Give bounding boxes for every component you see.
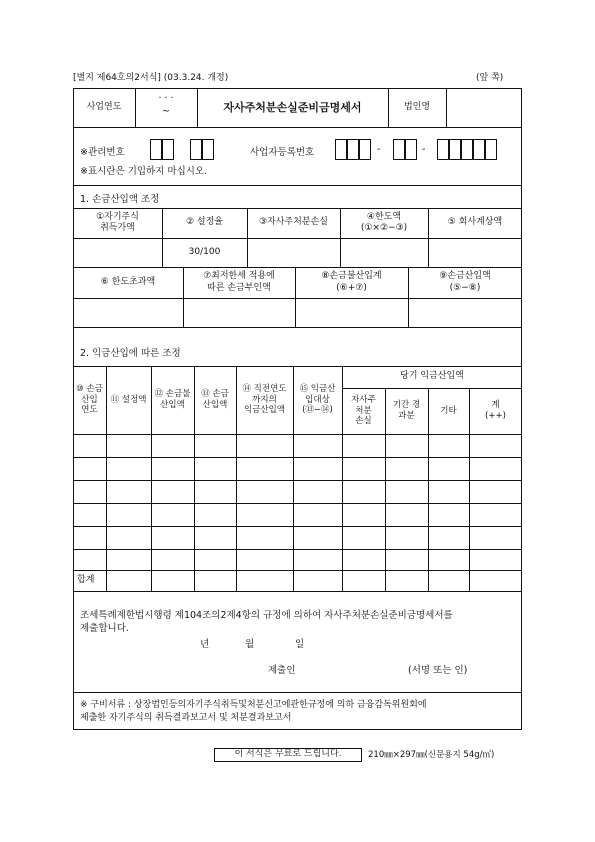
dash: - [377, 144, 381, 155]
col-disposal-loss: ③자사주처분손실 [259, 217, 328, 228]
section2-heading: 2. 익금산입에 따른 조정 [80, 348, 181, 359]
submitter-label: 제출인 [268, 665, 296, 676]
digit-box[interactable] [393, 139, 405, 160]
limit-field[interactable] [341, 239, 427, 266]
dash: - [422, 144, 426, 155]
submitter-field[interactable] [310, 660, 400, 678]
table-row[interactable] [74, 527, 521, 548]
col-deduction-year: ⑩ 손금 산입 연도 [76, 384, 103, 416]
month-label: 월 [245, 639, 255, 650]
corp-name-label: 법인명 [403, 101, 431, 112]
col-min-tax-disallowed: ⑦최저한세 적용에 따른 손금부인액 [203, 271, 275, 293]
table-row[interactable] [74, 550, 521, 569]
digit-box[interactable] [437, 139, 449, 160]
management-number-label: ※관리번호 [80, 147, 125, 158]
setting-rate-value: 30/100 [188, 246, 221, 257]
col-nondeductible: ⑫ 손금불 산입액 [154, 389, 191, 410]
digit-box[interactable] [190, 139, 202, 160]
year-label: 년 [200, 639, 210, 650]
col-elapsed-period: 기간 경 과분 [392, 400, 421, 421]
digit-box[interactable] [150, 139, 162, 160]
instruction-note: ※표시란은 기입하지 마십시오. [80, 166, 208, 177]
col-own-stock-cost: ①자기주식 취득가액 [96, 211, 139, 233]
form-number: [별지 제64호의2서식] (03.3.24. 개정) [73, 73, 229, 83]
excess-limit-field[interactable] [74, 299, 182, 326]
business-registration-label: 사업자등록번호 [250, 147, 315, 158]
disposal-loss-field[interactable] [248, 239, 339, 266]
col-prior-inclusion: ⑭ 직전연도 까지의 익금산입액 [242, 384, 287, 416]
col-nondeductible-total: ⑧손금불산입계 (⑥+⑦) [321, 271, 382, 293]
table-row[interactable] [74, 458, 521, 479]
company-booked-field[interactable] [429, 239, 521, 266]
col-disposal-loss-sub: 자사주 처분 손실 [351, 395, 376, 427]
divider [73, 127, 522, 128]
own-stock-cost-field[interactable] [74, 239, 161, 266]
digit-box[interactable] [335, 139, 347, 160]
table-row[interactable] [74, 504, 521, 525]
declaration-text: 조세특례제한법시행령 제104조의2제4항의 규정에 의하여 자사주처분손실준비금명세서를 제출합니다. [80, 610, 453, 635]
col-excess-limit: ⑥ 한도초과액 [100, 276, 156, 287]
deductible-amount-field[interactable] [409, 299, 521, 326]
divider [73, 570, 522, 571]
free-form-notice: 이 서식은 무료로 드립니다. [234, 749, 342, 760]
section1-heading: 1. 손금산입액 조정 [80, 194, 160, 205]
col-setting-rate: ② 설정율 [185, 217, 223, 228]
period-tilde: ~ [162, 106, 170, 117]
digit-box[interactable] [162, 139, 174, 160]
free-form-box [214, 748, 362, 762]
min-tax-disallowed-field[interactable] [184, 299, 294, 326]
col-deductible-amount: ⑨손금산입액 (⑤−⑧) [439, 271, 491, 293]
col-deductible: ⑬ 손금 산입액 [201, 389, 229, 410]
fiscal-year-label: 사업연도 [86, 101, 122, 112]
divider [73, 185, 522, 186]
table-row[interactable] [74, 435, 521, 456]
col-limit: ④한도액 (①×②−③) [360, 211, 408, 233]
period-dots: · · · [158, 93, 174, 104]
divider [73, 327, 522, 328]
total-row-label: 합계 [77, 574, 95, 585]
corp-name-field[interactable] [447, 89, 521, 126]
day-label: 일 [295, 639, 305, 650]
page-side-label: (앞 쪽) [476, 73, 504, 83]
col-company-booked: ⑤ 회사계상액 [447, 217, 503, 228]
digit-box[interactable] [347, 139, 359, 160]
table-row[interactable] [74, 481, 521, 502]
nondeductible-total-field[interactable] [296, 299, 407, 326]
col-other: 기타 [440, 405, 457, 416]
col-inclusion-target: ⑮ 익금산 입대상 (⑬−⑭) [299, 384, 336, 416]
digit-box[interactable] [473, 139, 485, 160]
digit-box[interactable] [485, 139, 497, 160]
paper-spec: 210㎜×297㎜(신문용지 54g/㎡) [368, 750, 495, 760]
col-total: 계 (++) [485, 400, 506, 421]
form-title: 자사주처분손실준비금명세서 [223, 100, 362, 114]
digit-box[interactable] [405, 139, 417, 160]
divider [73, 591, 522, 592]
digit-box[interactable] [461, 139, 473, 160]
divider [73, 692, 522, 693]
group-current-inclusion: 당기 익금산입액 [400, 371, 464, 382]
signature-label: (서명 또는 인) [408, 665, 468, 676]
digit-box[interactable] [359, 139, 371, 160]
digit-box[interactable] [449, 139, 461, 160]
col-set-amount: ⑪ 설정액 [110, 394, 147, 405]
digit-box[interactable] [202, 139, 214, 160]
required-documents-note: ※ 구비서류 : 상장법인등의자기주식취득및처분신고에관한규정에 의하 금융감독위원회에 제출한 자기주식의 취득결과보고서 및 처분결과보고서 [80, 700, 427, 723]
